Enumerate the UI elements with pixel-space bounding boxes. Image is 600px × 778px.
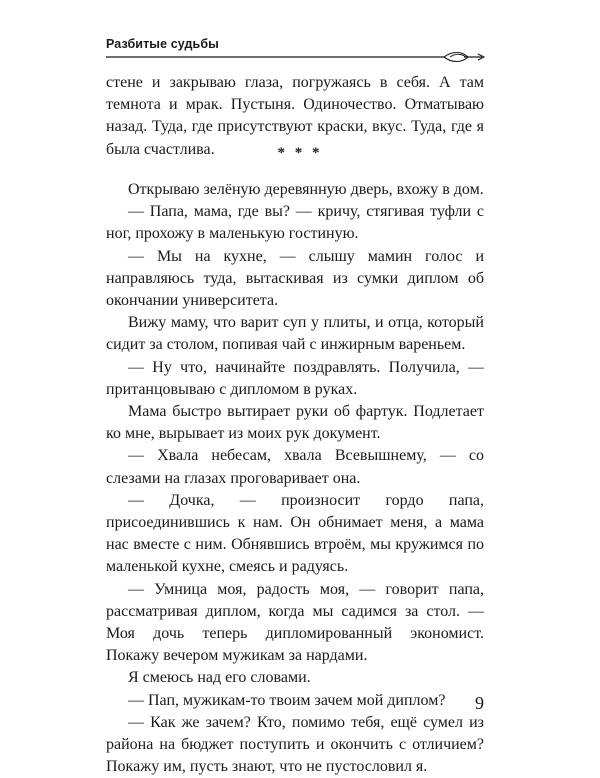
paragraph: — Папа, мама, где вы? — кричу, стягивая туфли с ног, прохожу в маленькую гостиную.: [106, 203, 484, 243]
paragraph: — Дочка, — произносит гордо папа, присоединившись к нам. Он обнимает меня, а мама нас вместе с ним. Обнявшись втроём, мы кружимся по маленькой кухне, смеясь и радуясь.: [106, 491, 484, 576]
section-separator: * * *: [277, 145, 323, 161]
page-number: 9: [475, 693, 484, 713]
paragraph: — Мы на кухне, — слышу мамин голос и направляюсь туда, вытаскивая из сумки диплом об окончании университета.: [106, 247, 484, 310]
paragraph: Я смеюсь над его словами.: [128, 669, 311, 687]
header-rule-ornament-icon: [106, 50, 486, 64]
paragraph: Мама быстро вытирает руки об фартук. Подлетает ко мне, вырывает из моих рук документ.: [106, 403, 484, 443]
header-title: Разбитые судьбы: [106, 37, 219, 51]
paragraph: — Пап, мужикам-то твоим зачем мой диплом?: [128, 691, 446, 709]
paragraph: Открываю зелёную деревянную дверь, вхожу в дом.: [128, 181, 484, 198]
paragraph: — Как же зачем? Кто, помимо тебя, ещё сумел из района на бюджет поступить и окончить с отличием? Покажу им, пусть знают, что не пустословил я.: [106, 713, 484, 776]
paragraph: — Ну что, начинайте поздравлять. Получила, — пританцовываю с дипломом в руках.: [106, 358, 484, 398]
intro-paragraph: стене и закрываю глаза, погружаясь в себя. А там темнота и мрак. Пустыня. Одиночество. Отматываю назад. Туда, где присутствуют краски, вкус. Туда, где я была счастлива.: [106, 74, 484, 158]
paragraph: — Хвала небесам, хвала Всевышнему, — со слезами на глазах проговаривает она.: [106, 447, 484, 487]
main-text: [106, 179, 484, 778]
paragraph: Вижу маму, что варит суп у плиты, и отца, который сидит за столом, попивая чай с инжирным вареньем.: [106, 314, 484, 354]
paragraph: — Умница моя, радость моя, — говорит папа, рассматривая диплом, когда мы садимся за стол. — Моя дочь теперь дипломированный экономист. Покажу вечером мужикам за нардами.: [106, 580, 484, 665]
